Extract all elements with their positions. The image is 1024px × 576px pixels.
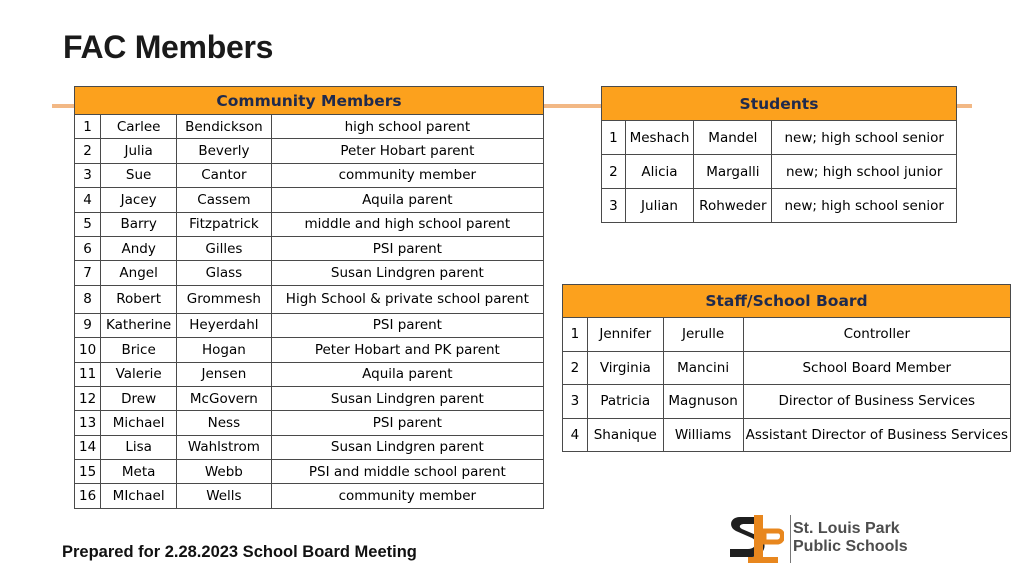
last-name-cell: Magnuson <box>663 385 743 419</box>
table-row <box>75 139 544 163</box>
role-cell: High School & private school parent <box>271 285 543 313</box>
last-name-cell: Mandel <box>694 121 772 155</box>
role-cell: School Board Member <box>743 351 1010 385</box>
table-row <box>75 188 544 212</box>
first-name-cell: Michael <box>101 411 177 435</box>
role-cell: Aquila parent <box>271 188 543 212</box>
first-name-cell: Jacey <box>101 188 177 212</box>
table-row <box>563 318 1011 352</box>
row-number-cell: 1 <box>563 318 588 352</box>
table-row <box>75 435 544 459</box>
table-row <box>75 338 544 362</box>
role-cell: community member <box>271 484 543 508</box>
logo-text <box>793 520 908 556</box>
row-number-cell: 6 <box>75 236 101 260</box>
first-name-cell: Barry <box>101 212 177 236</box>
last-name-cell: Glass <box>177 261 272 285</box>
role-cell: Assistant Director of Business Services <box>743 418 1010 452</box>
last-name-cell: Rohweder <box>694 189 772 223</box>
last-name-cell: Wahlstrom <box>177 435 272 459</box>
table-row <box>75 285 544 313</box>
first-name-cell: Angel <box>101 261 177 285</box>
staff-school-board-table <box>562 284 1011 452</box>
first-name-cell: Katherine <box>101 313 177 337</box>
table-row <box>75 212 544 236</box>
row-number-cell: 3 <box>75 163 101 187</box>
row-number-cell: 1 <box>602 121 626 155</box>
table-row <box>75 163 544 187</box>
first-name-cell: Lisa <box>101 435 177 459</box>
role-cell: Controller <box>743 318 1010 352</box>
last-name-cell: Beverly <box>177 139 272 163</box>
last-name-cell: Mancini <box>663 351 743 385</box>
last-name-cell: Williams <box>663 418 743 452</box>
first-name-cell: Meta <box>101 460 177 484</box>
footer-note: Prepared for 2.28.2023 School Board Meeting <box>62 543 417 561</box>
first-name-cell: Julia <box>101 139 177 163</box>
last-name-cell: Cantor <box>177 163 272 187</box>
first-name-cell: Virginia <box>587 351 663 385</box>
table-row <box>75 411 544 435</box>
first-name-cell: MIchael <box>101 484 177 508</box>
first-name-cell: Shanique <box>587 418 663 452</box>
row-number-cell: 4 <box>563 418 588 452</box>
slp-monogram-icon <box>726 511 784 567</box>
role-cell: Peter Hobart and PK parent <box>271 338 543 362</box>
community-members-table <box>74 86 544 509</box>
role-cell: Susan Lindgren parent <box>271 435 543 459</box>
first-name-cell: Sue <box>101 163 177 187</box>
first-name-cell: Robert <box>101 285 177 313</box>
first-name-cell: Andy <box>101 236 177 260</box>
role-cell: Susan Lindgren parent <box>271 261 543 285</box>
first-name-cell: Brice <box>101 338 177 362</box>
first-name-cell: Jennifer <box>587 318 663 352</box>
table-row <box>75 115 544 139</box>
role-cell: Susan Lindgren parent <box>271 386 543 410</box>
row-number-cell: 3 <box>563 385 588 419</box>
table-row <box>75 460 544 484</box>
row-number-cell: 13 <box>75 411 101 435</box>
table-row <box>602 189 957 223</box>
role-cell: new; high school senior <box>772 189 957 223</box>
last-name-cell: Cassem <box>177 188 272 212</box>
row-number-cell: 15 <box>75 460 101 484</box>
last-name-cell: Gilles <box>177 236 272 260</box>
row-number-cell: 1 <box>75 115 101 139</box>
table-header: Staff/School Board <box>563 285 1011 318</box>
table-row <box>563 351 1011 385</box>
table-header: Community Members <box>75 87 544 115</box>
row-number-cell: 10 <box>75 338 101 362</box>
role-cell: high school parent <box>271 115 543 139</box>
table-row <box>75 261 544 285</box>
table-row <box>75 386 544 410</box>
row-number-cell: 2 <box>563 351 588 385</box>
first-name-cell: Valerie <box>101 362 177 386</box>
last-name-cell: Fitzpatrick <box>177 212 272 236</box>
role-cell: Aquila parent <box>271 362 543 386</box>
table-row <box>563 385 1011 419</box>
first-name-cell: Drew <box>101 386 177 410</box>
row-number-cell: 5 <box>75 212 101 236</box>
first-name-cell: Julian <box>625 189 694 223</box>
last-name-cell: Ness <box>177 411 272 435</box>
row-number-cell: 2 <box>602 155 626 189</box>
table-row <box>75 313 544 337</box>
last-name-cell: McGovern <box>177 386 272 410</box>
row-number-cell: 12 <box>75 386 101 410</box>
role-cell: community member <box>271 163 543 187</box>
last-name-cell: Heyerdahl <box>177 313 272 337</box>
last-name-cell: Hogan <box>177 338 272 362</box>
table-row <box>563 418 1011 452</box>
first-name-cell: Carlee <box>101 115 177 139</box>
role-cell: PSI and middle school parent <box>271 460 543 484</box>
row-number-cell: 3 <box>602 189 626 223</box>
role-cell: PSI parent <box>271 236 543 260</box>
row-number-cell: 16 <box>75 484 101 508</box>
students-table <box>601 86 957 223</box>
role-cell: Peter Hobart parent <box>271 139 543 163</box>
table-row <box>602 121 957 155</box>
last-name-cell: Bendickson <box>177 115 272 139</box>
table-row <box>602 155 957 189</box>
last-name-cell: Jerulle <box>663 318 743 352</box>
row-number-cell: 4 <box>75 188 101 212</box>
table-row <box>75 362 544 386</box>
role-cell: middle and high school parent <box>271 212 543 236</box>
last-name-cell: Webb <box>177 460 272 484</box>
page-title: FAC Members <box>63 29 274 65</box>
role-cell: PSI parent <box>271 313 543 337</box>
first-name-cell: Alicia <box>625 155 694 189</box>
first-name-cell: Patricia <box>587 385 663 419</box>
row-number-cell: 2 <box>75 139 101 163</box>
last-name-cell: Jensen <box>177 362 272 386</box>
row-number-cell: 14 <box>75 435 101 459</box>
row-number-cell: 7 <box>75 261 101 285</box>
row-number-cell: 11 <box>75 362 101 386</box>
row-number-cell: 9 <box>75 313 101 337</box>
role-cell: new; high school junior <box>772 155 957 189</box>
last-name-cell: Margalli <box>694 155 772 189</box>
first-name-cell: Meshach <box>625 121 694 155</box>
logo-divider <box>790 515 791 563</box>
role-cell: Director of Business Services <box>743 385 1010 419</box>
logo-line-2: Public Schools <box>793 538 908 555</box>
last-name-cell: Wells <box>177 484 272 508</box>
logo-line-1: St. Louis Park <box>793 520 900 537</box>
table-row <box>75 484 544 508</box>
last-name-cell: Grommesh <box>177 285 272 313</box>
row-number-cell: 8 <box>75 285 101 313</box>
role-cell: new; high school senior <box>772 121 957 155</box>
district-logo <box>726 511 926 567</box>
table-header: Students <box>602 87 957 121</box>
role-cell: PSI parent <box>271 411 543 435</box>
table-row <box>75 236 544 260</box>
